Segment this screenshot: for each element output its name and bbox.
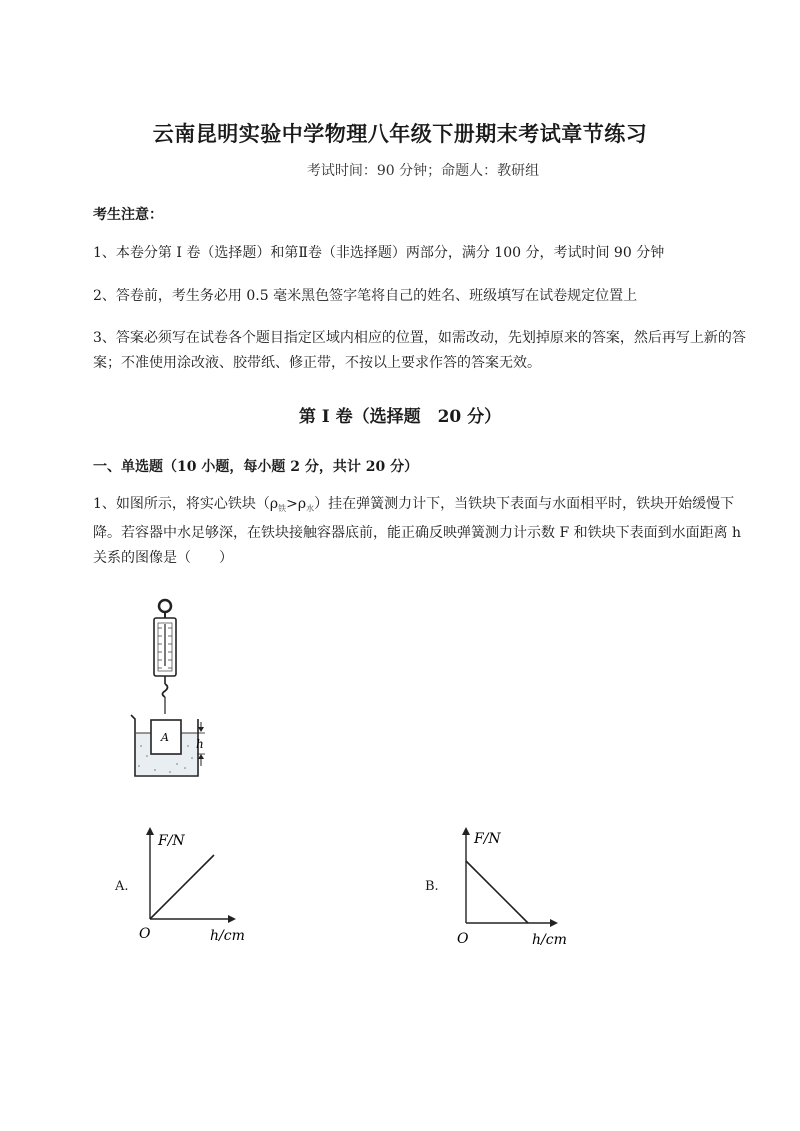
option-a-label[interactable]: A. <box>115 879 129 894</box>
exam-info: 考试时间：90 分钟；命题人：教研组 <box>306 163 540 179</box>
option-a-ylabel: F/N <box>158 833 185 849</box>
notice-item-1: 1、本卷分第 I 卷（选择题）和第Ⅱ卷（非选择题）两部分，满分 100 分，考试时间 90 分钟 <box>93 245 665 261</box>
option-b-xlabel: h/cm <box>532 932 567 948</box>
notice-item-2: 2、答卷前，考生务必用 0.5 毫米黑色签字笔将自己的姓名、班级填写在试卷规定位置上 <box>93 288 638 304</box>
rho-iron-subscript: 铁 <box>278 504 287 513</box>
option-b-graph[interactable] <box>454 823 579 948</box>
h-label: h <box>196 737 204 751</box>
option-b-origin: O <box>457 931 469 947</box>
option-a-origin: O <box>139 926 151 942</box>
part-title: 一、单选题（10 小题，每小题 2 分，共计 20 分） <box>93 459 419 475</box>
y-axis-arrow-icon <box>146 827 154 835</box>
page-title: 云南昆明实验中学物理八年级下册期末考试章节练习 <box>152 121 648 146</box>
notice-item-3: 3、答案必须写在试卷各个题目指定区域内相应的位置，如需改动，先划掉原来的答案，然后再写上新的答案；不准使用涂改液、胶带纸、修正带，不按以上要求作答的答案无效。 <box>93 330 746 371</box>
x-axis-arrow-icon <box>228 915 236 923</box>
option-a-line <box>150 855 214 919</box>
option-b-ylabel: F/N <box>474 831 501 847</box>
question-1-text-start: 1、如图所示，将实心铁块（ρ <box>93 496 279 512</box>
question-1-text <box>93 492 755 571</box>
question-1-text-rest: ）挂在弹簧测力计下，当铁块下表面与水面相平时，铁块开始缓慢下降。若容器中水足够深，在铁块接触容器底前，能正确反映弹簧测力计示数 F 和铁块下表面到水面距离 h 关系的图像是（ ） <box>93 496 742 566</box>
spring-balance-figure <box>125 596 215 781</box>
notice-heading: 考生注意： <box>93 207 163 223</box>
y-axis-arrow-icon <box>462 827 470 835</box>
section-title: 第 I 卷（选择题 20 分） <box>298 407 502 427</box>
x-axis-arrow-icon <box>550 919 558 927</box>
option-a-graph[interactable] <box>138 825 258 945</box>
question-1-text-compare: >ρ <box>286 496 307 512</box>
option-b-line <box>466 861 528 923</box>
option-b-label[interactable]: B. <box>425 879 439 894</box>
rho-water-subscript: 水 <box>306 504 315 513</box>
block-label: A <box>161 731 169 744</box>
hanging-ring <box>159 600 171 612</box>
option-a-xlabel: h/cm <box>210 928 245 944</box>
hook-icon <box>163 684 168 697</box>
